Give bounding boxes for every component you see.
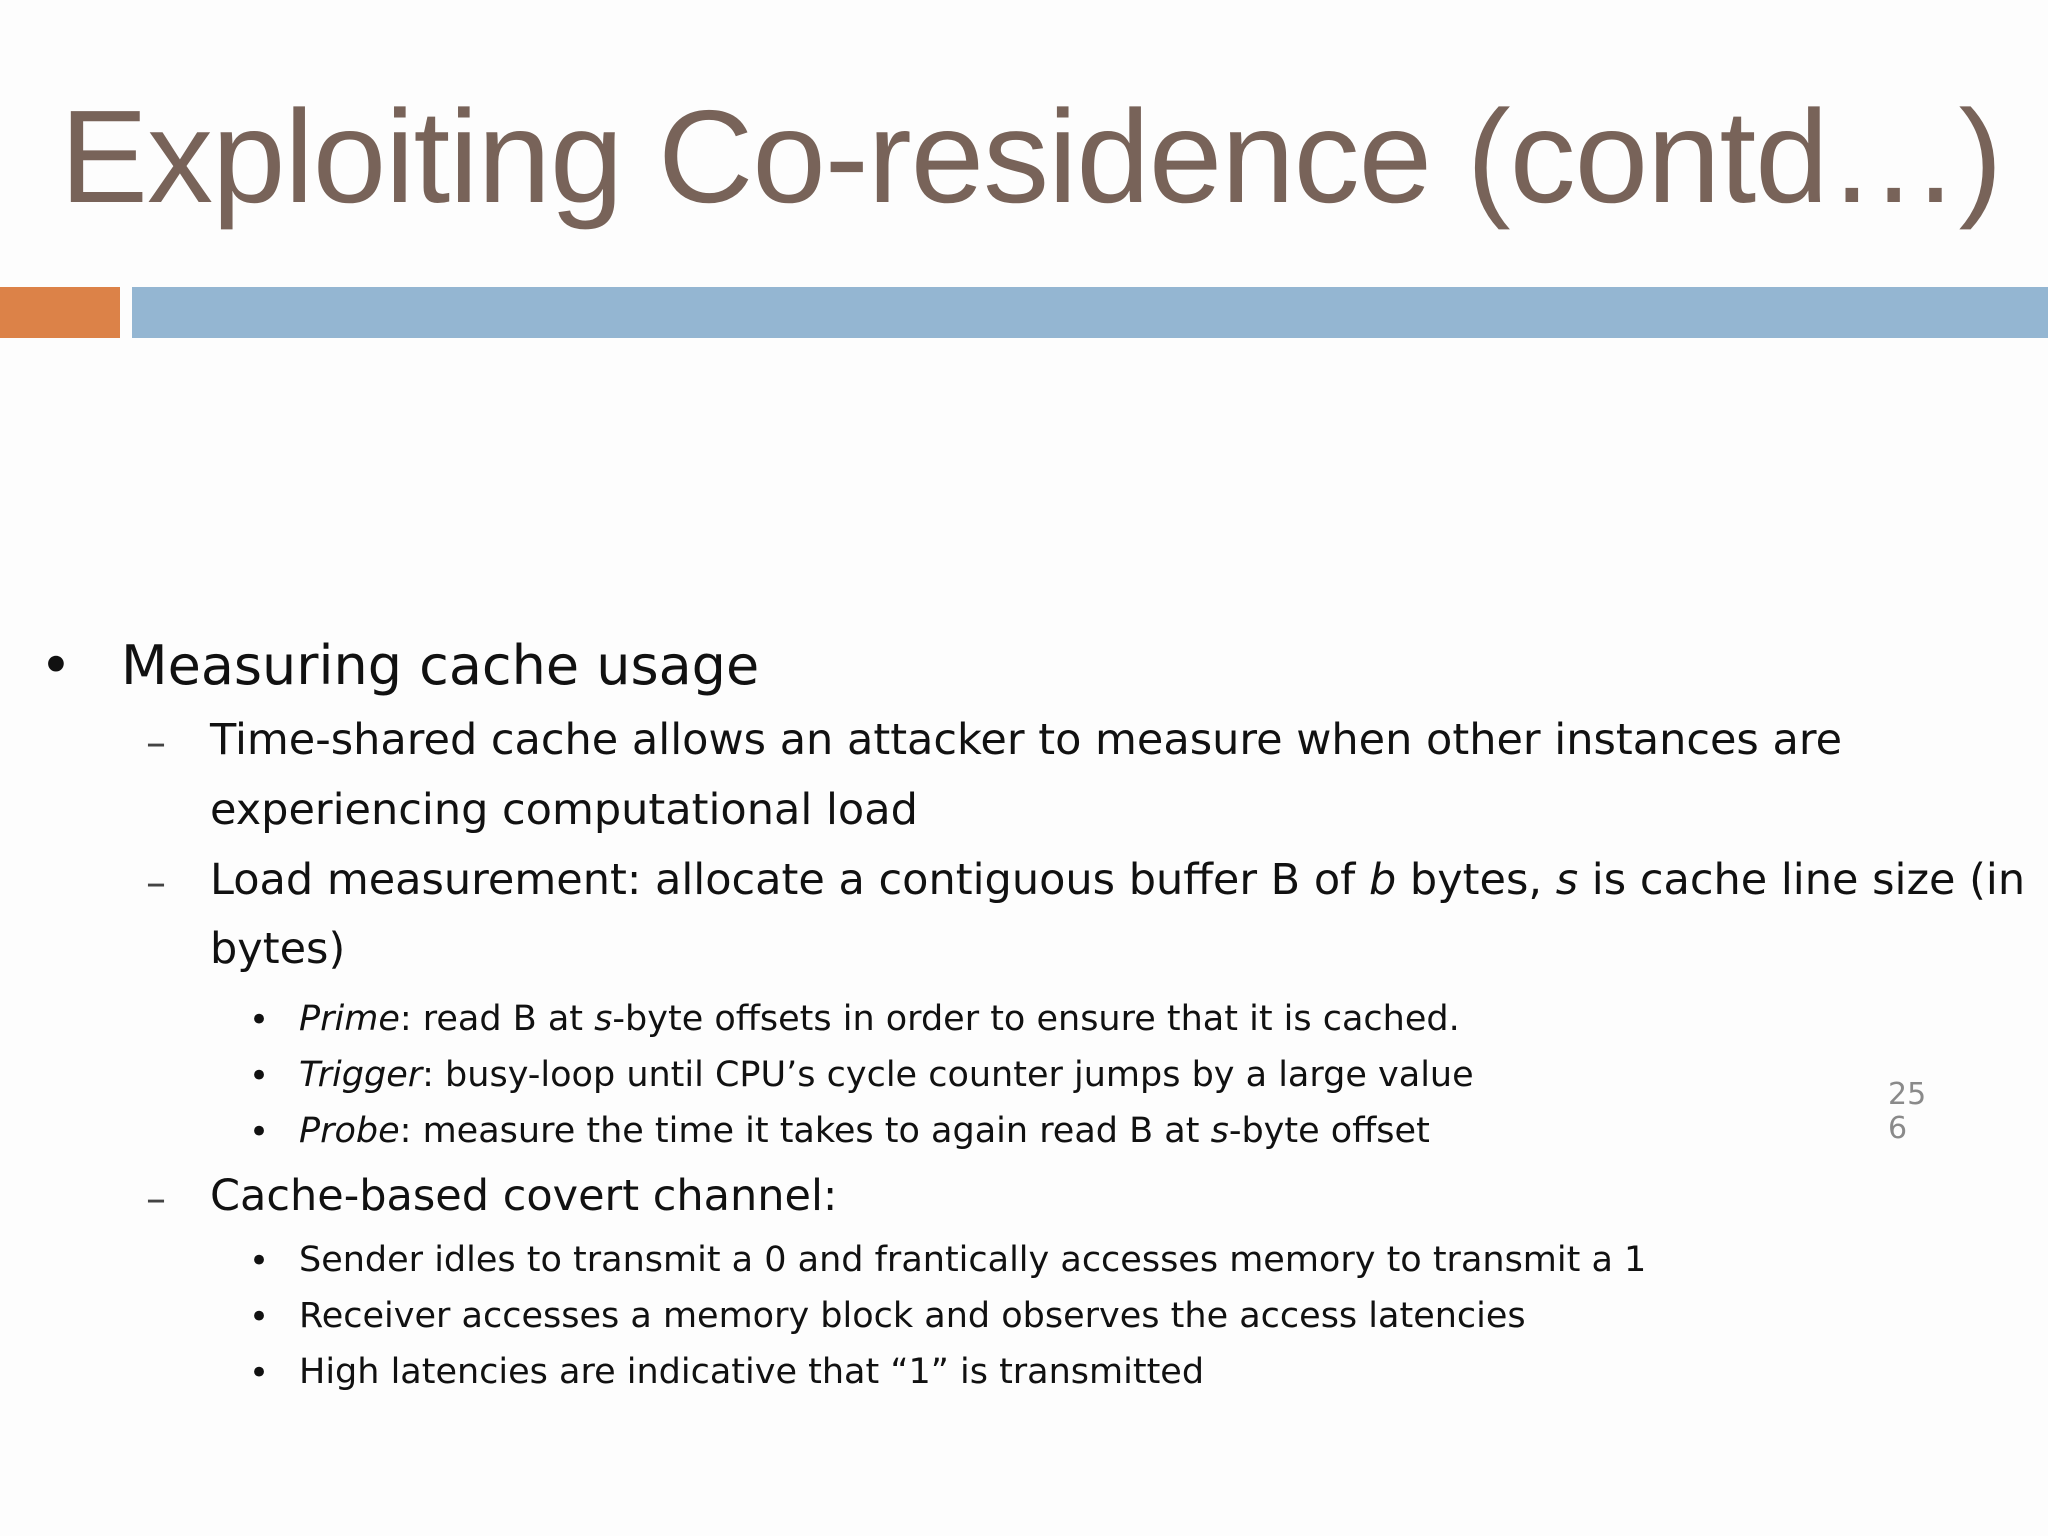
load-measurement-text-a: Load measurement: allocate a contiguous buffer B of bbox=[210, 855, 1369, 905]
load-measurement-line2: bytes) bbox=[210, 924, 346, 974]
time-shared-cache-line2: experiencing computational load bbox=[210, 785, 918, 835]
covert-receiver: Receiver accesses a memory block and observes the access latencies bbox=[299, 1296, 1526, 1336]
bullet-marker: • bbox=[249, 1000, 270, 1040]
bullet-marker: • bbox=[249, 1297, 270, 1337]
bullet-marker: • bbox=[249, 1353, 270, 1393]
load-measurement-text-e: is cache line size (in bbox=[1578, 855, 2026, 905]
bullet-marker: • bbox=[249, 1241, 270, 1281]
probe-text-b: -byte offset bbox=[1228, 1111, 1430, 1151]
covert-high-latencies: High latencies are indicative that “1” is transmitted bbox=[299, 1352, 1205, 1392]
probe-text-a: : measure the time it takes to again read B at bbox=[399, 1111, 1211, 1151]
probe-var-s: s bbox=[1210, 1111, 1229, 1151]
trigger-text: : busy-loop until CPU’s cycle counter jumps by a large value bbox=[422, 1055, 1474, 1095]
prime-step bbox=[299, 999, 1460, 1039]
prime-text-a: : read B at bbox=[399, 999, 595, 1039]
bullet-marker: • bbox=[40, 634, 72, 697]
probe-step bbox=[299, 1111, 1430, 1151]
page-number-line1: 25 bbox=[1888, 1077, 1927, 1112]
dash-marker: – bbox=[146, 720, 166, 766]
page-number bbox=[1888, 1078, 1948, 1146]
probe-term: Probe bbox=[299, 1111, 400, 1151]
trigger-term: Trigger bbox=[299, 1055, 423, 1095]
trigger-step bbox=[299, 1055, 1474, 1095]
load-measurement-var-b: b bbox=[1368, 855, 1397, 905]
time-shared-cache-line1: Time-shared cache allows an attacker to measure when other instances are bbox=[210, 715, 1843, 765]
load-measurement-var-s: s bbox=[1555, 855, 1579, 905]
load-measurement-line1 bbox=[210, 855, 2025, 905]
covert-sender: Sender idles to transmit a 0 and frantically accesses memory to transmit a 1 bbox=[299, 1240, 1647, 1280]
bullet-marker: • bbox=[249, 1112, 270, 1152]
page-number-line2: 6 bbox=[1888, 1111, 1908, 1146]
covert-channel-heading: Cache-based covert channel: bbox=[210, 1171, 838, 1221]
dash-marker: – bbox=[146, 1176, 166, 1222]
bullet-marker: • bbox=[249, 1056, 270, 1096]
dash-marker: – bbox=[146, 860, 166, 906]
prime-text-b: -byte offsets in order to ensure that it is cached. bbox=[612, 999, 1460, 1039]
bullet-measuring-cache-usage: Measuring cache usage bbox=[121, 634, 760, 697]
load-measurement-text-c: bytes, bbox=[1396, 855, 1556, 905]
slide-title: Exploiting Co-residence (contd…) bbox=[60, 83, 2002, 230]
prime-term: Prime bbox=[299, 999, 400, 1039]
prime-var-s: s bbox=[594, 999, 613, 1039]
